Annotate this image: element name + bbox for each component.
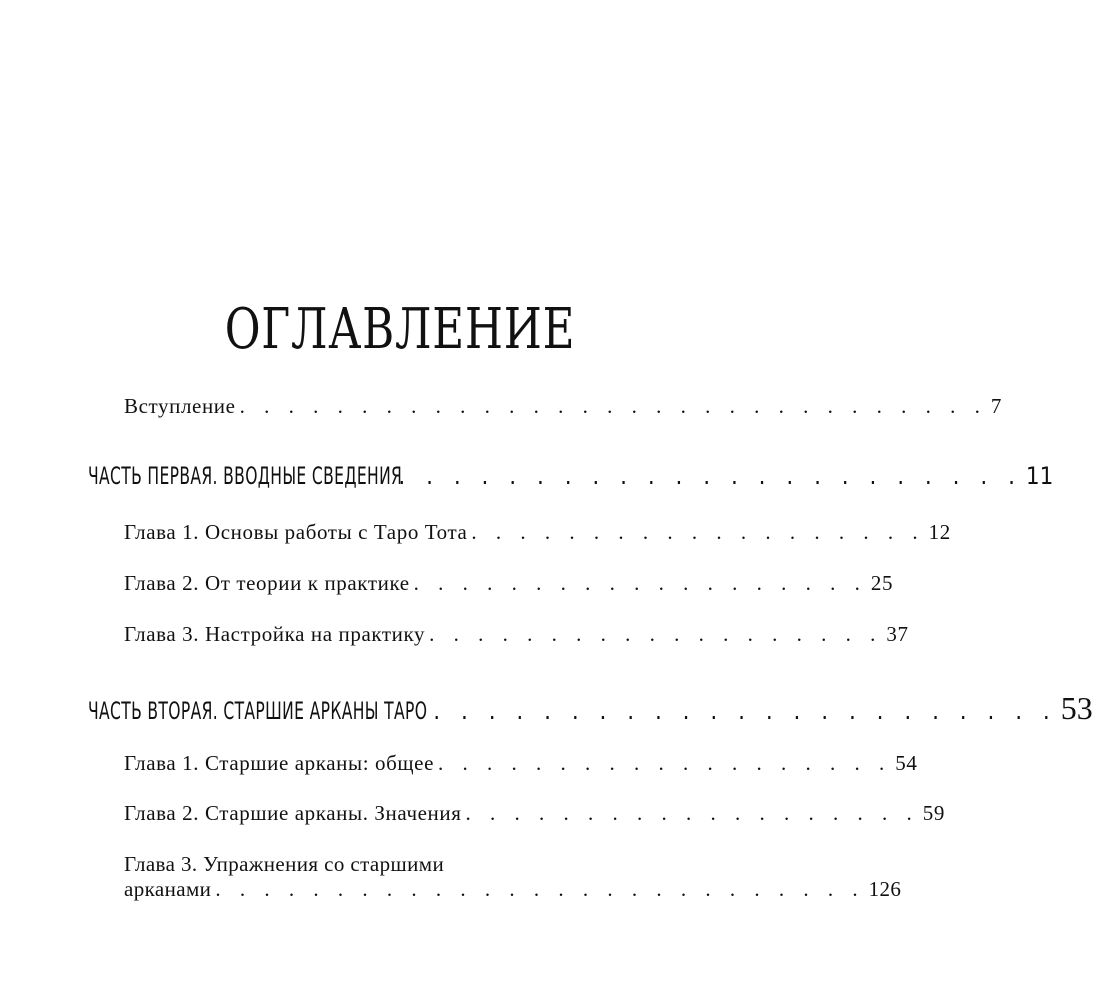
part-page: 11 [1025,462,1054,490]
toc-entry-label: Глава 3. Настройка на практику [124,622,426,646]
leader-dots: . . . . . . . . . . . . . . . . . . . [465,801,919,825]
toc-entry-label: Глава 1. Основы работы с Таро Тота [124,520,468,544]
toc-entry-label-line2: арканами [124,877,212,901]
toc-entry-intro[interactable] [124,394,1002,419]
leader-dots: . . . . . . . . . . . . . . . . . . . . . . . . . . . [215,877,865,901]
leader-dots: . . . . . . . . . . . . . . . . . . . [471,520,925,544]
toc-entry-line2 [124,877,902,902]
leader-dots: . . . . . . . . . . . . . . . . . . . [413,571,867,595]
leader-dots: . . . . . . . . . . . . . . . . . . . . . . . [398,462,1022,490]
toc-entry-part2-ch1[interactable] [124,751,918,776]
toc-entry-page: 37 [886,622,909,646]
toc-entry-part1-ch1[interactable] [124,520,951,545]
toc-entry-page: 25 [870,571,894,595]
toc-entry-part1-ch2[interactable] [124,571,894,596]
toc-entry-page: 7 [990,394,1002,418]
toc-entry-label: Глава 2. Старшие арканы. Значения [124,801,462,825]
toc-entry-label: Вступление [124,394,236,418]
toc-entry-page: 126 [868,877,902,901]
leader-dots: . . . . . . . . . . . . . . . . . . . . . . . . . . . . . . . [239,394,987,418]
part-label: ЧАСТЬ ВТОРАЯ. СТАРШИЕ АРКАНЫ ТАРО [88,697,428,725]
toc-entry-label: Глава 2. От теории к практике [124,571,410,595]
toc-entry-page: 59 [922,801,945,825]
toc-entry-part2-ch2[interactable] [124,801,945,826]
toc-entry-label: Глава 1. Старшие арканы: общее [124,751,434,775]
leader-dots: . . . . . . . . . . . . . . . . . . . [429,622,883,646]
part-page: 53 [1060,690,1093,726]
toc-entry-page: 12 [928,520,951,544]
toc-part-2[interactable] [88,690,1093,727]
toc-part-1[interactable] [88,462,1054,490]
toc-entry-part1-ch3[interactable] [124,622,909,647]
leader-dots: . . . . . . . . . . . . . . . . . . . [438,751,892,775]
leader-dots: . . . . . . . . . . . . . . . . . . . . . . . [433,697,1057,725]
toc-entry-page: 54 [895,751,918,775]
toc-entry-label-line1: Глава 3. Упражнения со старшими [124,852,445,876]
toc-entry-part2-ch3[interactable] [124,852,902,902]
page-title: ОГЛАВЛЕНИЕ [224,297,576,362]
part-label: ЧАСТЬ ПЕРВАЯ. ВВОДНЫЕ СВЕДЕНИЯ [88,462,403,490]
